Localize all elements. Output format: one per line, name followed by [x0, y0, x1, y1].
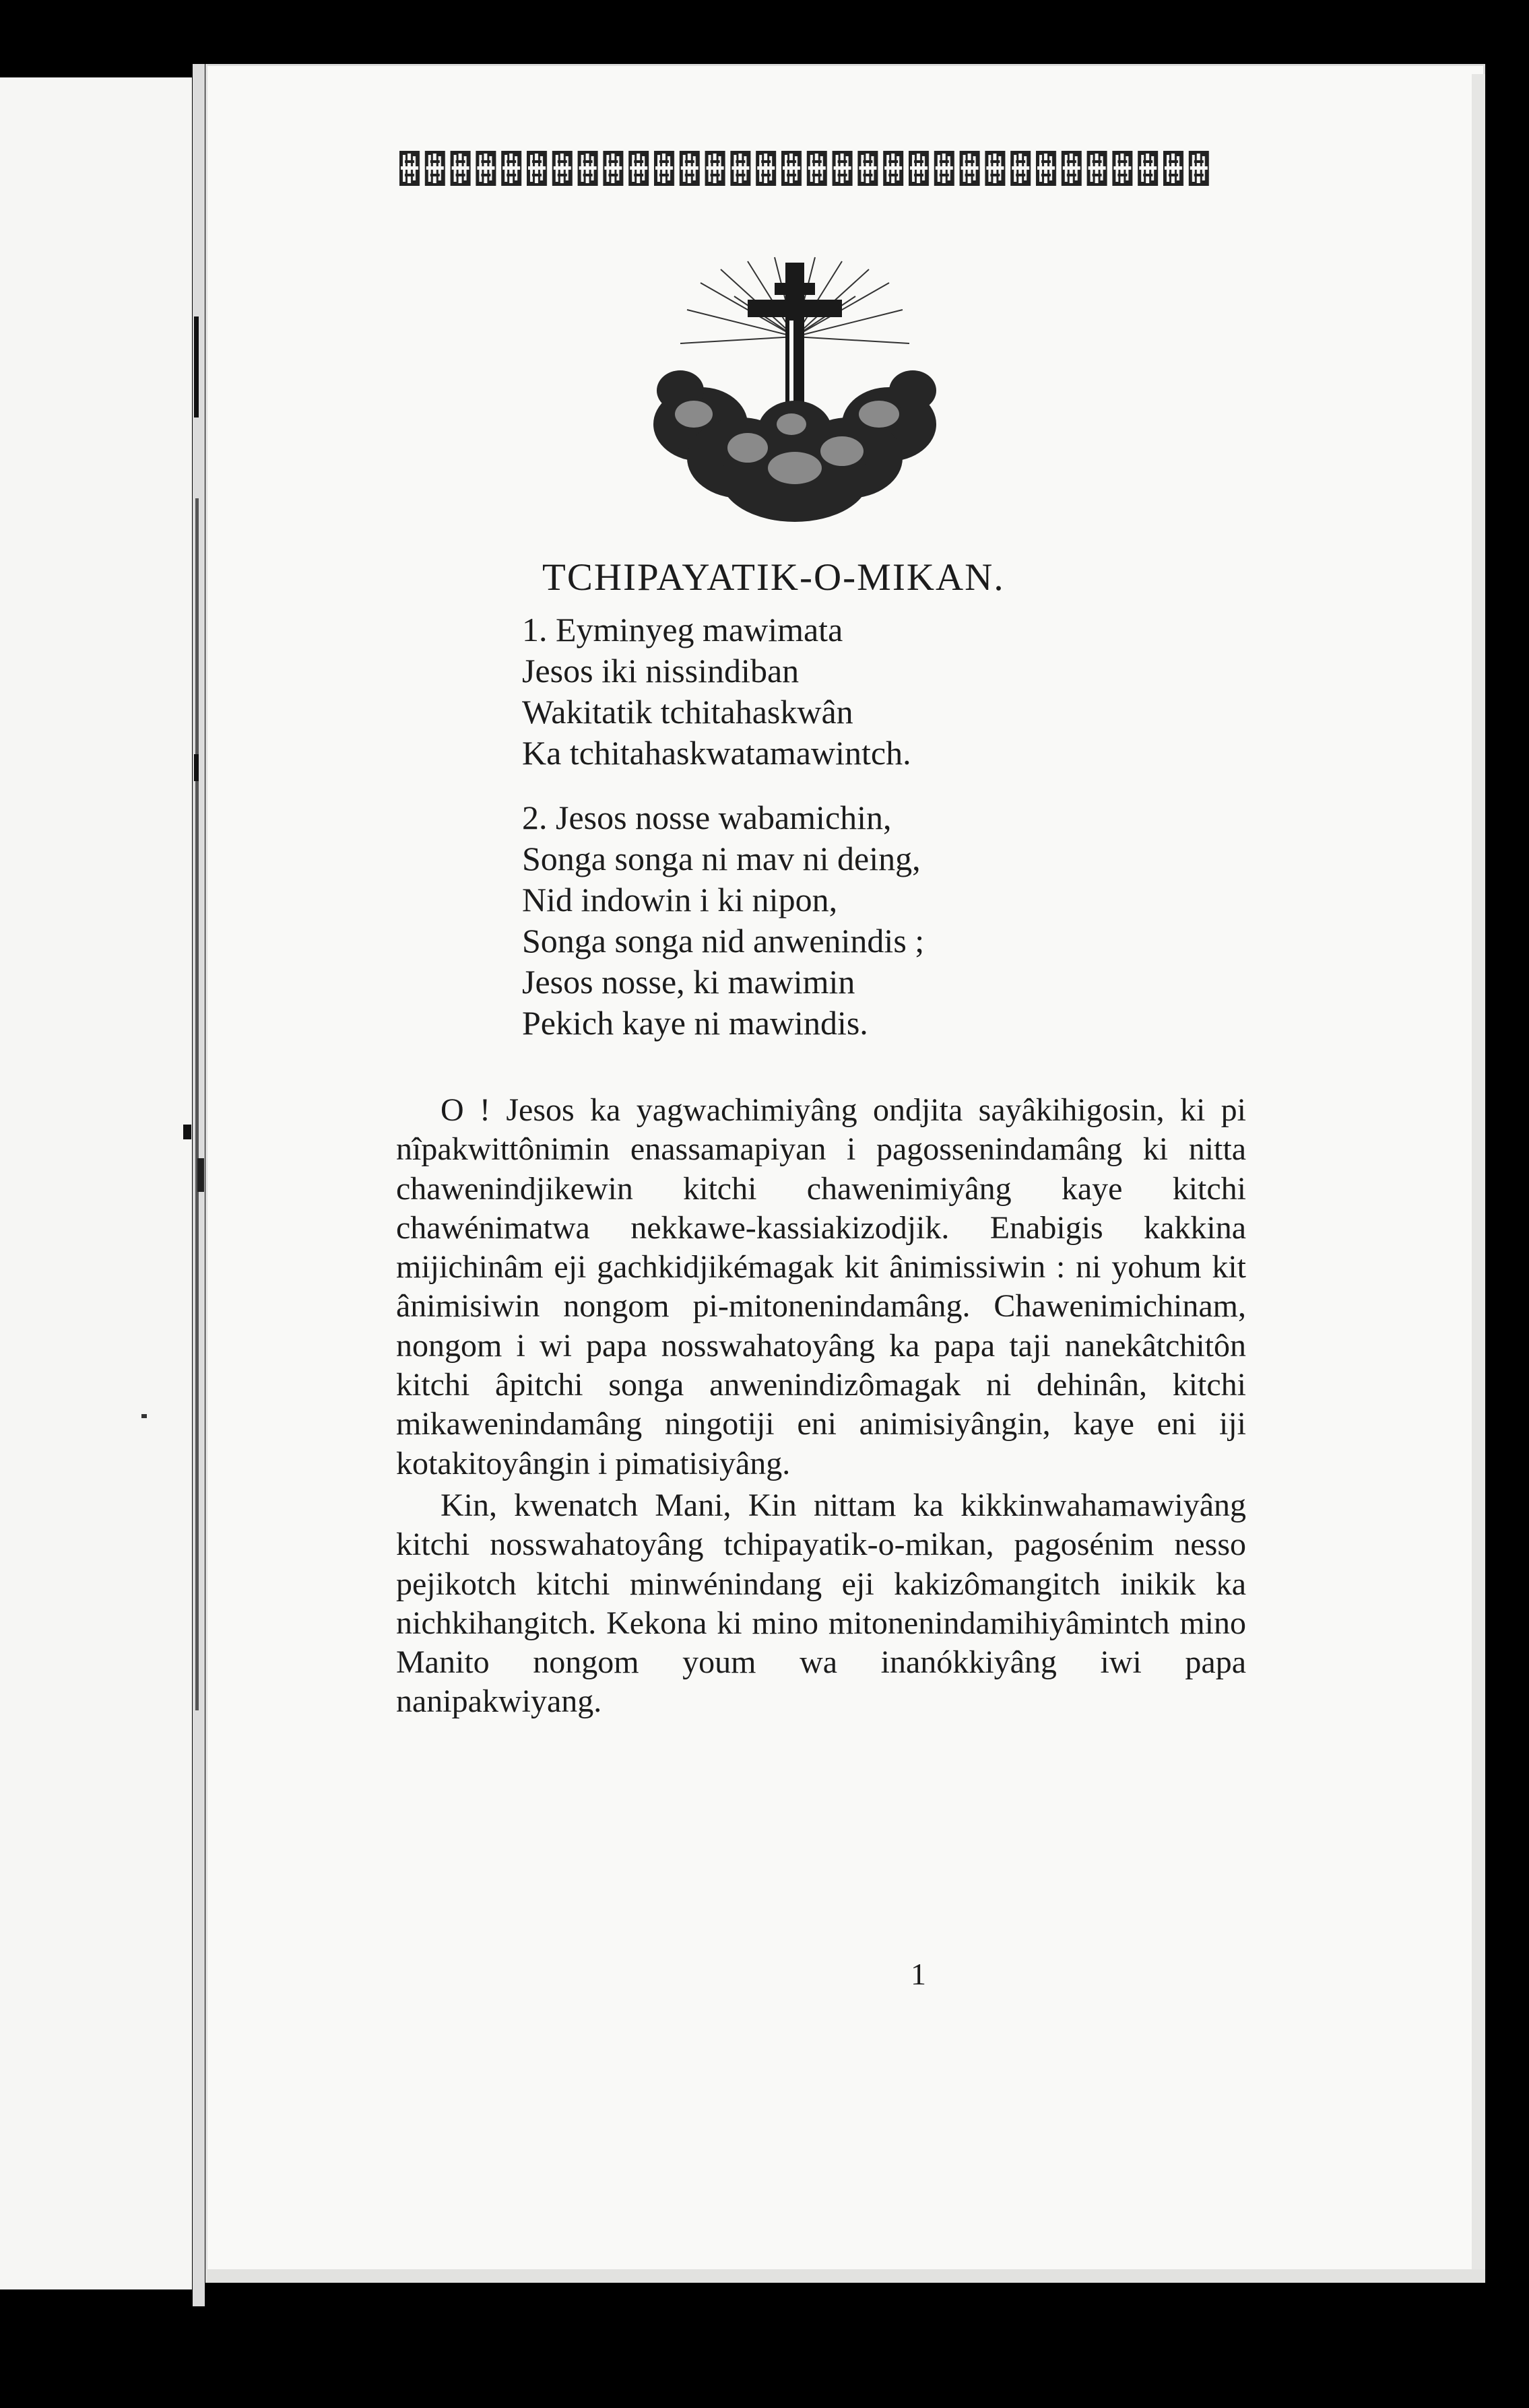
- verse-line: Jesos nosse, ki mawimin: [522, 963, 855, 1001]
- paragraph: Kin, kwenatch Mani, Kin nittam ka kikkinwahamawiyâng kitchi nosswahatoyâng tchipayatik-o-mikan, pagosénim nesso pejikotch kitchi minwénindang eji kakizômangitch inikik ka nichkihangitch. Kekona ki mino mitonenindamihiyâmintch mino Manito nongom youm wa inanókkiyâng iwi papa nanipakwiyang.: [396, 1487, 1246, 1720]
- verse-line: 1. Eyminyeg mawimata: [522, 611, 843, 648]
- verse-line: Ka tchitahaskwatamawintch.: [522, 734, 911, 772]
- hymn-verses: [522, 609, 924, 1067]
- stanza: [522, 609, 924, 774]
- stanza: [522, 797, 924, 1044]
- verse-line: Pekich kaye ni mawindis.: [522, 1004, 868, 1042]
- adjacent-page-marks: [0, 0, 209, 2408]
- verse-line: Jesos iki nissindiban: [522, 652, 800, 690]
- verse-line: Songa songa nid anwenindis ;: [522, 922, 925, 960]
- cross-with-clouds-icon: [647, 256, 943, 525]
- page-right-edge: [1472, 74, 1485, 2276]
- page-number: 1: [911, 1957, 926, 1991]
- verse-line: Songa songa ni mav ni deing,: [522, 840, 921, 877]
- verse-line: Nid indowin i ki nipon,: [522, 881, 838, 918]
- paragraph: O ! Jesos ka yagwachimiyâng ondjita sayâkihigosin, ki pi nîpakwittônimin enassamapiyan i pagossenindamâng ki nitta chawenindjikewin kitchi chawenimiyâng kaye kitchi chawénimatwa nekkawe-kassiakizodjik. Enabigis kakkina mijichinâm eji gachkidjikémagak kit ânimissiwin : ni yohum kit ânimisiwin nongom pi-mitonenindamâng. Chawenimichinam, nongom i wi papa nosswahatoyâng ka papa taji nanekâtchitôn kitchi âpitchi songa anwenindizômagak ni dehinân, kitchi mikawenindamâng ningotiji eni animisiyângin, kaye eni iji kotakitoyângin i pimatisiyâng.: [396, 1092, 1246, 1481]
- page-title: TCHIPAYATIK-O-MIKAN.: [542, 556, 1005, 599]
- prayer-text: [396, 1091, 1246, 1722]
- verse-line: Wakitatik tchitahaskwân: [522, 693, 853, 731]
- page-bottom-edge: [205, 2269, 1485, 2283]
- verse-line: 2. Jesos nosse wabamichin,: [522, 799, 892, 836]
- ornamental-border: [397, 148, 1212, 189]
